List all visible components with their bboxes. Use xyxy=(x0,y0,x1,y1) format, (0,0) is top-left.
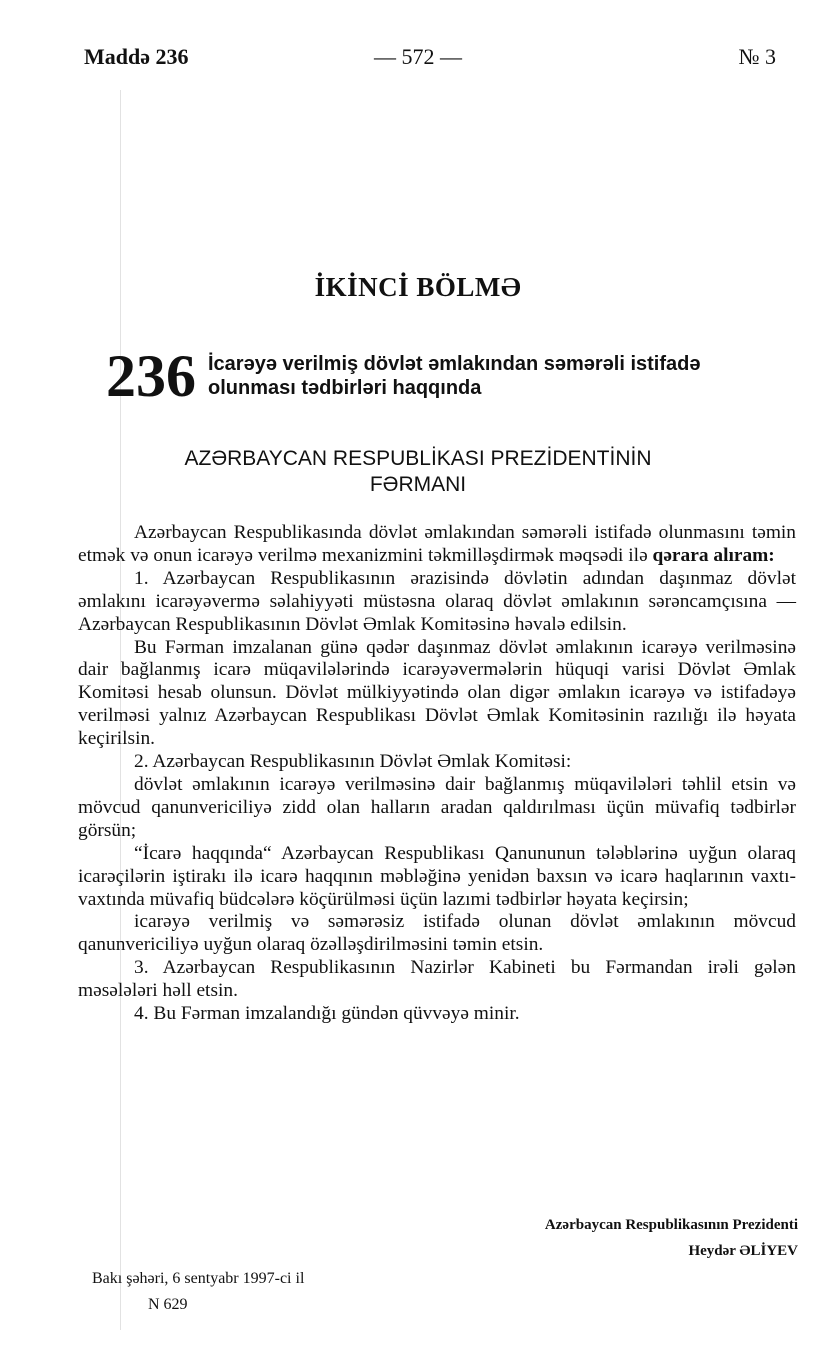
paragraph-item-4: 4. Bu Fərman imzalandığı gündən qüvvəyə minir. xyxy=(134,1003,520,1025)
document-heading xyxy=(106,343,806,416)
place-and-date: Bakı şəhəri, 6 sentyabr 1997-ci il xyxy=(92,1270,305,1287)
signatory-title: Azərbaycan Respublikasının Prezidenti xyxy=(544,1217,798,1233)
decree-title xyxy=(0,446,836,498)
document-number: 236 xyxy=(106,343,196,409)
paragraph-item-2-sub-2: “İcarə haqqında“ Azərbaycan Respublikası Qanununun tələblərinə uyğun olaraq icarəçilərin iştirakı ilə icarə haqqının məbləğinə yenidən baxsın və icarə haqlarının vaxtı-vaxtında müvafiq büdcələrə köçürülməsi üçün lazımi tədbirlər həyata keçirsin; xyxy=(78,842,796,910)
section-title: İKİNCİ BÖLMƏ xyxy=(314,272,522,302)
document-title-line-1: İcarəyə verilmiş dövlət əmlakından səmərəli istifadə xyxy=(208,353,701,375)
place-date-block xyxy=(92,1266,304,1318)
running-header xyxy=(0,44,836,74)
paragraph-item-2-sub-3: icarəyə verilmiş və səmərəsiz istifadə olunan dövlət əmlakının mövcud qanunvericiliyə uyğun olaraq özəlləşdirilməsini təmin etsin. xyxy=(78,911,796,956)
decree-reference-number: N 629 xyxy=(148,1296,188,1313)
preamble-text: Azərbaycan Respublikasında dövlət əmlakından səmərəli istifadə olunmasını təmin etmək və onun icarəyə verilmə mexanizmini təkmilləşdirmək məqsədi ilə xyxy=(78,522,796,566)
paragraph-item-2: 2. Azərbaycan Respublikasının Dövlət Əmlak Komitəsi: xyxy=(134,751,572,773)
paragraph-item-1: 1. Azərbaycan Respublikasının ərazisində dövlətin adından daşınmaz dövlət əmlakını icarəyəvermə səlahiyyəti müstəsna olaraq dövlət əmlakının sərəncamçısına — Azərbaycan Respublikasının Dövlət Əmlak Komitəsinə həvalə edilsin. xyxy=(78,567,796,635)
decree-body xyxy=(78,522,796,1026)
document-title xyxy=(208,352,808,400)
paragraph-item-1-continued: Bu Fərman imzalanan günə qədər daşınmaz dövlət əmlakının icarəyə verilməsinə dair bağlanmış icarə müqavilələrində icarəyəvermələrin hüquqi varisi Dövlət Əmlak Komitəsi hesab olunsun. Dövlət mülkiyyətində olan digər əmlakın icarəyə və istifadəyə verilməsi yalnız Azərbaycan Respublikası Dövlət Əmlak Komitəsinin razılığı ilə həyata keçirilsin. xyxy=(78,636,796,750)
page-number: — 572 — xyxy=(374,44,462,69)
signature-block xyxy=(545,1212,798,1264)
paragraph-item-3: 3. Azərbaycan Respublikasının Nazirlər Kabineti bu Fərmandan irəli gələn məsələləri həll etsin. xyxy=(78,957,796,1002)
paragraph-item-2-sub-1: dövlət əmlakının icarəyə verilməsinə dair bağlanmış müqavilələri təhlil etsin və mövcud qanunvericiliyə zidd olan halların aradan qaldırılması üçün müvafiq tədbirlər görsün; xyxy=(78,773,796,841)
decree-title-line-2: FƏRMANI xyxy=(369,473,467,496)
preamble-resolution: qərara alıram: xyxy=(652,544,775,566)
signatory-name: Heydər ƏLİYEV xyxy=(688,1243,798,1259)
document-title-line-2: olunması tədbirləri haqqında xyxy=(208,377,482,399)
issue-number: № 3 xyxy=(738,44,776,69)
decree-title-line-1: AZƏRBAYCAN RESPUBLİKASI PREZİDENTİNİN xyxy=(184,447,652,470)
paragraph-preamble xyxy=(78,522,796,568)
article-label: Maddə 236 xyxy=(84,44,189,69)
